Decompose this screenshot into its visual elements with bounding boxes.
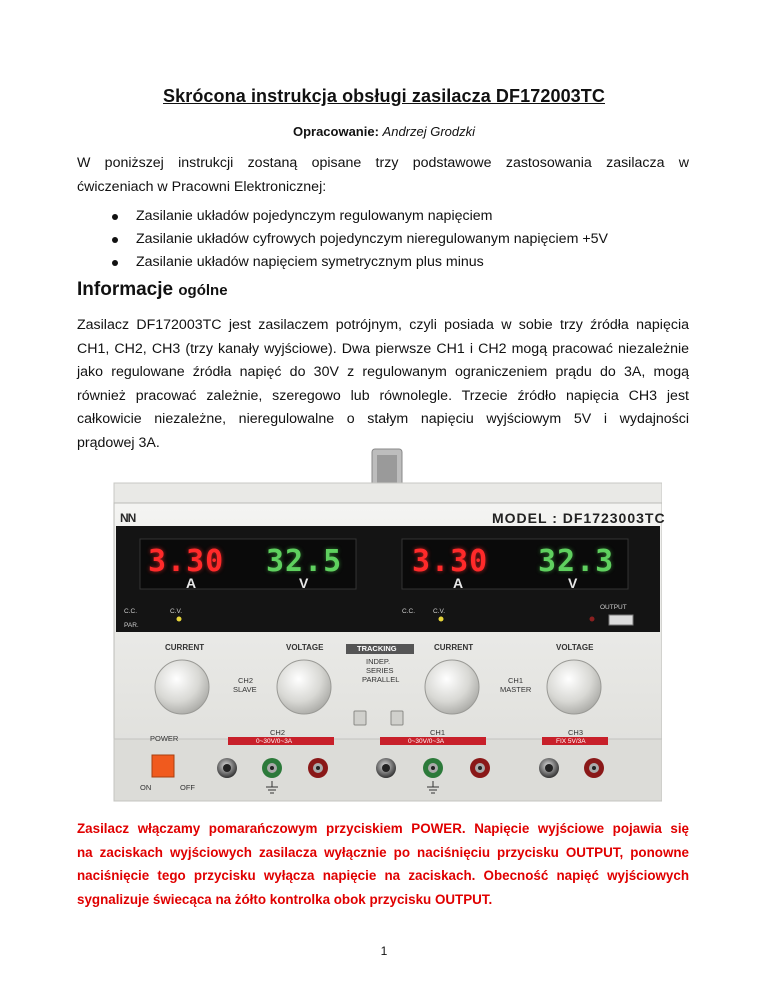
bullet-list (112, 205, 608, 274)
series-label: SERIES (366, 666, 394, 675)
output-label: OUTPUT (600, 604, 627, 611)
ch1-voltage-display: 32.3 (538, 544, 615, 579)
cc-label: C.C. (402, 608, 415, 615)
cc-label: C.C. (124, 608, 137, 615)
power-note (77, 817, 689, 911)
par-label: PAR. (124, 622, 139, 629)
power-label: POWER (150, 734, 179, 743)
author-label: Opracowanie: (292, 124, 379, 139)
ch3-range-label: FIX 5V/3A (556, 738, 586, 745)
unit-v-label: V (568, 575, 578, 591)
ch1-role-label: MASTER (500, 685, 532, 694)
note-line: naciśnięcie tego przycisku wyłącza napięcie na zaciskach. Obecność napięć wyjściowych (77, 868, 689, 883)
paragraph-line: Zasilacz DF172003TC jest zasilaczem potrójnym, czyli posiada w sobie trzy źródła napięcia (77, 317, 689, 333)
paragraph-line: również pracować zależnie, szeregowo lub równolegle. Trzecie źródło napięcia CH3 jest (77, 387, 689, 404)
current-knob-label: CURRENT (165, 643, 205, 652)
unit-v-label: V (299, 575, 309, 591)
ch2-voltage-display: 32.5 (266, 544, 343, 579)
document-title: Skrócona instrukcja obsługi zasilacza DF172003TC (163, 86, 605, 106)
paragraph-line: prądowej 3A. (77, 434, 160, 451)
unit-a-label: A (453, 575, 464, 591)
off-label: OFF (180, 783, 195, 792)
list-item: Zasilanie układów napięciem symetrycznym plus minus (112, 251, 608, 274)
on-label: ON (140, 783, 152, 792)
paragraph-line: CH1, CH2, CH3 (trzy kanały wyjściowe). Dwa pierwsze CH1 i CH2 mogą pracować niezależnie (77, 340, 689, 357)
intro-line: W poniższej instrukcji zostaną opisane trzy podstawowe zastosowania zasilacza w (77, 155, 689, 171)
general-paragraph (77, 314, 689, 455)
ch1-range-label: 0~30V/0~3A (408, 738, 445, 745)
power-supply-photo (110, 447, 666, 804)
note-line: sygnalizuje świecąca na żółto kontrolka obok przycisku OUTPUT. (77, 891, 493, 907)
indep-label: INDEP. (366, 657, 391, 666)
intro-paragraph (77, 152, 689, 199)
ch3-terminal-label: CH3 (568, 728, 584, 737)
bullet-icon (112, 237, 118, 243)
unit-a-label: A (186, 575, 197, 591)
bullet-icon (112, 260, 118, 266)
note-line: na zaciskach wyjściowych zasilacza wyłącznie po naciśnięciu przycisku OUTPUT, ponowne (77, 844, 689, 860)
list-item: Zasilanie układów pojedynczym regulowanym napięciem (112, 205, 608, 228)
current-knob-label: CURRENT (434, 643, 474, 652)
intro-line: ćwiczeniach w Pracowni Elektronicznej: (77, 178, 327, 195)
cv-label: C.V. (433, 608, 446, 615)
power-supply-drawing (110, 447, 662, 804)
voltage-knob-label: VOLTAGE (556, 643, 594, 652)
ch2-range-label: 0~30V/0~3A (256, 738, 293, 745)
list-item: Zasilanie układów cyfrowych pojedynczym nieregulowanym napięciem +5V (112, 228, 608, 251)
ch2-name-label: CH2 (238, 676, 254, 685)
heading-main: Informacje (77, 279, 174, 300)
ch2-role-label: SLAVE (233, 685, 257, 694)
brand-logo: NN (120, 511, 136, 525)
ch2-terminal-label: CH2 (270, 728, 286, 737)
heading-small: ogólne (178, 282, 228, 299)
model-label: MODEL : DF1723003TC (492, 510, 666, 526)
section-heading (77, 279, 228, 301)
paragraph-line: jako regulowane źródła napięć do 30V z regulowanym ograniczeniem prądu do 3A, mogą (77, 364, 689, 380)
ch2-current-display: 3.30 (148, 544, 225, 579)
cv-label: C.V. (170, 608, 183, 615)
paragraph-line: całkowicie niezależne, nieregulowalne o stałym napięciu wyjściowym 5V i wydajności (77, 411, 689, 427)
note-line: Zasilacz włączamy pomarańczowym przyciskiem POWER. Napięcie wyjściowe pojawia się (77, 821, 689, 836)
ch1-current-display: 3.30 (412, 544, 489, 579)
parallel-label: PARALLEL (362, 675, 400, 684)
author-line (0, 124, 768, 139)
author-name: Andrzej Grodzki (382, 124, 476, 139)
voltage-knob-label: VOLTAGE (286, 643, 324, 652)
tracking-label: TRACKING (357, 644, 397, 653)
ch1-terminal-label: CH1 (430, 728, 446, 737)
bullet-icon (112, 214, 118, 220)
ch1-name-label: CH1 (508, 676, 524, 685)
page-number: 1 (380, 944, 388, 958)
